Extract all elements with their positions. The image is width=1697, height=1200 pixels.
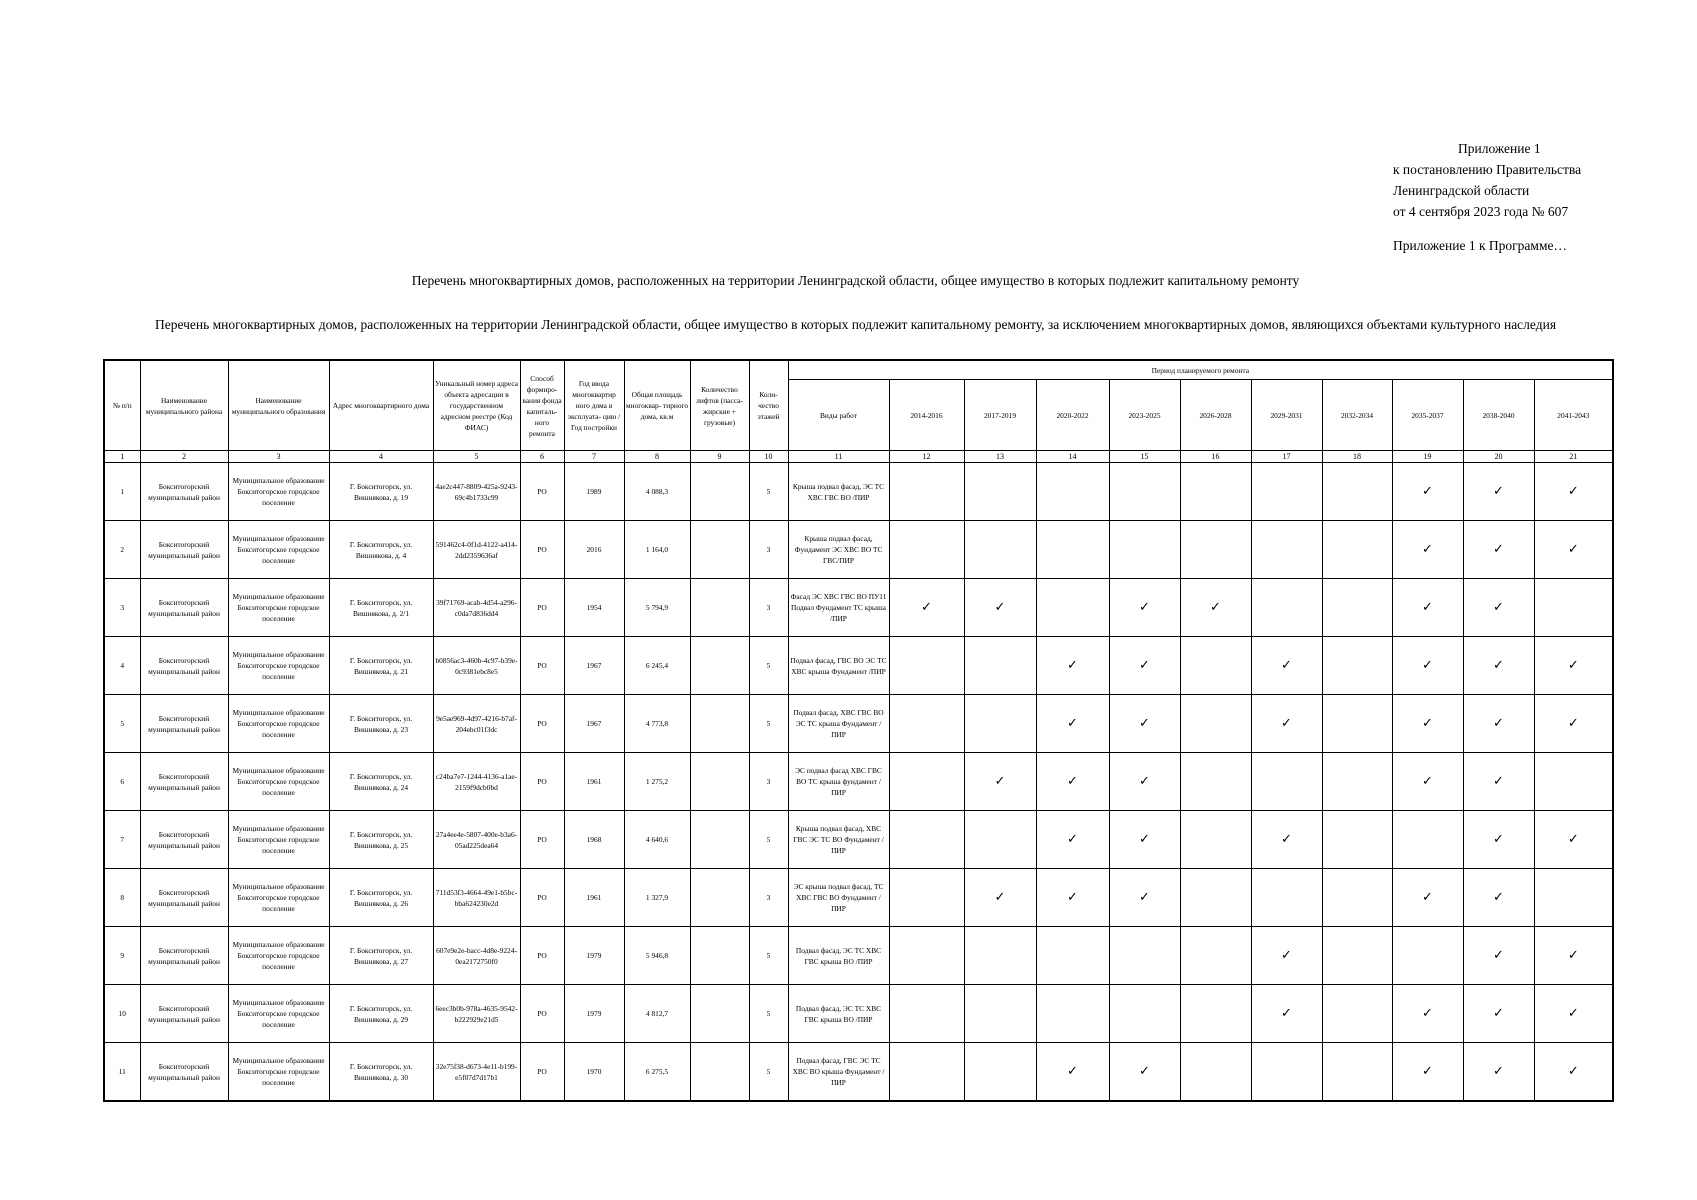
period-cell-empty: [964, 521, 1036, 579]
cell-district: Бокситогорский муниципальный район: [140, 579, 228, 637]
cell-method: РО: [520, 1043, 564, 1102]
period-cell-empty: [1534, 579, 1613, 637]
cell-district: Бокситогорский муниципальный район: [140, 927, 228, 985]
header-period: Период планируемого ремонта: [788, 360, 1613, 380]
cell-works: Подвал фасад, ГВС ЭС ТС ХВС ВО крыша Фундамент /ПИР: [788, 1043, 889, 1102]
period-cell-empty: [889, 811, 964, 869]
cell-num: 10: [104, 985, 140, 1043]
cell-address: Г. Бокситогорск, ул. Вишнякова, д. 21: [329, 637, 433, 695]
cell-lifts: [690, 463, 749, 521]
cell-district: Бокситогорский муниципальный район: [140, 637, 228, 695]
period-cell-empty: [889, 869, 964, 927]
table-row: [104, 927, 1613, 985]
check-icon: ✓: [1463, 985, 1534, 1043]
appendix-block: [1393, 138, 1581, 256]
cell-fias: 39f71769-acab-4d54-a296-c0da7d836dd4: [433, 579, 520, 637]
check-icon: ✓: [1109, 1043, 1180, 1102]
period-cell-empty: [1534, 753, 1613, 811]
cell-num: 9: [104, 927, 140, 985]
check-icon: ✓: [1392, 521, 1463, 579]
cell-num: 6: [104, 753, 140, 811]
period-cell-empty: [1392, 811, 1463, 869]
period-cell-empty: [1322, 985, 1392, 1043]
cell-fias: 607e9e2e-bacc-4d8e-9224-0ea2172750f0: [433, 927, 520, 985]
column-number: 15: [1109, 451, 1180, 463]
column-number: 16: [1180, 451, 1251, 463]
column-number: 19: [1392, 451, 1463, 463]
period-cell-empty: [1109, 927, 1180, 985]
cell-floors: 5: [749, 927, 788, 985]
check-icon: ✓: [1109, 811, 1180, 869]
column-number: 9: [690, 451, 749, 463]
appendix-line2: к постановлению Правительства: [1393, 162, 1582, 177]
appendix-program: Приложение 1 к Программе…: [1393, 238, 1567, 253]
cell-municipality: Муниципальное образование Бокситогорское городское поселение: [228, 811, 329, 869]
cell-area: 1 164,0: [624, 521, 690, 579]
cell-num: 2: [104, 521, 140, 579]
cell-address: Г. Бокситогорск, ул. Вишнякова, д. 29: [329, 985, 433, 1043]
cell-municipality: Муниципальное образование Бокситогорское городское поселение: [228, 637, 329, 695]
housing-table: [103, 359, 1614, 1102]
cell-lifts: [690, 869, 749, 927]
table-row: [104, 521, 1613, 579]
cell-method: РО: [520, 985, 564, 1043]
cell-fias: 711d53f3-4664-49e1-b5bc-bba624230e2d: [433, 869, 520, 927]
cell-year: 1968: [564, 811, 624, 869]
check-icon: ✓: [1534, 695, 1613, 753]
header-period-10: 2041-2043: [1534, 380, 1613, 451]
column-number: 6: [520, 451, 564, 463]
cell-address: Г. Бокситогорск, ул. Вишнякова, д. 19: [329, 463, 433, 521]
document-subtitle: Перечень многоквартирных домов, расположенных на территории Ленинградской области, общее имущество в которых подлежит капитальному ремонту, за исключением многоквартирных домов, являющихся объектами культурного наследия: [154, 317, 1557, 332]
cell-district: Бокситогорский муниципальный район: [140, 521, 228, 579]
table-row: [104, 695, 1613, 753]
check-icon: ✓: [1109, 579, 1180, 637]
column-number: 5: [433, 451, 520, 463]
period-cell-empty: [1251, 463, 1322, 521]
check-icon: ✓: [1036, 753, 1109, 811]
period-cell-empty: [1251, 579, 1322, 637]
cell-year: 1954: [564, 579, 624, 637]
period-cell-empty: [1036, 521, 1109, 579]
period-cell-empty: [1036, 579, 1109, 637]
cell-method: РО: [520, 811, 564, 869]
table-row: [104, 811, 1613, 869]
cell-lifts: [690, 985, 749, 1043]
cell-works: Подвал фасад, ХВС ГВС ВО ЭС ТС крыша Фундамент /ПИР: [788, 695, 889, 753]
column-number: 11: [788, 451, 889, 463]
check-icon: ✓: [1463, 463, 1534, 521]
period-cell-empty: [1251, 869, 1322, 927]
appendix-line3: Ленинградской области: [1393, 183, 1530, 198]
cell-works: Фасад ЭС ХВС ГВС ВО ПУ11 Подвал Фундамент ТС крыша /ПИР: [788, 579, 889, 637]
check-icon: ✓: [1036, 869, 1109, 927]
table-row: [104, 753, 1613, 811]
check-icon: ✓: [1463, 753, 1534, 811]
cell-works: Крыша подвал фасад, ЭС ТС ХВС ГВС ВО /ПИР: [788, 463, 889, 521]
check-icon: ✓: [889, 579, 964, 637]
cell-method: РО: [520, 753, 564, 811]
check-icon: ✓: [1463, 521, 1534, 579]
cell-works: ЭС подвал фасад ХВС ГВС ВО ТС крыша фундамент /ПИР: [788, 753, 889, 811]
cell-lifts: [690, 1043, 749, 1102]
column-number: 10: [749, 451, 788, 463]
cell-address: Г. Бокситогорск, ул. Вишнякова, д. 25: [329, 811, 433, 869]
period-cell-empty: [1392, 927, 1463, 985]
cell-lifts: [690, 579, 749, 637]
cell-works: ЭС крыша подвал фасад, ТС ХВС ГВС ВО Фундамент /ПИР: [788, 869, 889, 927]
cell-method: РО: [520, 869, 564, 927]
cell-num: 5: [104, 695, 140, 753]
period-cell-empty: [1180, 1043, 1251, 1102]
cell-area: 4 773,8: [624, 695, 690, 753]
cell-num: 8: [104, 869, 140, 927]
check-icon: ✓: [1036, 637, 1109, 695]
cell-works: Подвал фасад, ГВС ВО ЭС ТС ХВС крыша Фундамент /ПИР: [788, 637, 889, 695]
check-icon: ✓: [1534, 985, 1613, 1043]
cell-area: 6 245,4: [624, 637, 690, 695]
check-icon: ✓: [1463, 637, 1534, 695]
cell-method: РО: [520, 695, 564, 753]
cell-address: Г. Бокситогорск, ул. Вишнякова, д. 30: [329, 1043, 433, 1102]
cell-fias: b0856ac3-460b-4c97-b39e-0c9381ebc8e5: [433, 637, 520, 695]
document-title: Перечень многоквартирных домов, расположенных на территории Ленинградской области, общее имущество в которых подлежит капитальному ремонту: [411, 273, 1300, 288]
period-cell-empty: [1036, 463, 1109, 521]
header-period-6: 2029-2031: [1251, 380, 1322, 451]
period-cell-empty: [964, 927, 1036, 985]
cell-lifts: [690, 637, 749, 695]
cell-municipality: Муниципальное образование Бокситогорское городское поселение: [228, 753, 329, 811]
header-period-7: 2032-2034: [1322, 380, 1392, 451]
period-cell-empty: [1180, 637, 1251, 695]
check-icon: ✓: [1109, 753, 1180, 811]
period-cell-empty: [889, 985, 964, 1043]
column-number: 2: [140, 451, 228, 463]
header-area: Общая площадь многоквар- тирного дома, кв.м: [624, 360, 690, 451]
period-cell-empty: [1180, 753, 1251, 811]
table-row: [104, 637, 1613, 695]
check-icon: ✓: [1036, 695, 1109, 753]
cell-floors: 5: [749, 811, 788, 869]
table-row: [104, 985, 1613, 1043]
cell-municipality: Муниципальное образование Бокситогорское городское поселение: [228, 985, 329, 1043]
cell-municipality: Муниципальное образование Бокситогорское городское поселение: [228, 1043, 329, 1102]
period-cell-empty: [1322, 637, 1392, 695]
check-icon: ✓: [1463, 695, 1534, 753]
cell-fias: 27a4ee4e-5807-400e-b3a6-05ad225dea64: [433, 811, 520, 869]
column-number: 1: [104, 451, 140, 463]
period-cell-empty: [1251, 1043, 1322, 1102]
period-cell-empty: [1036, 985, 1109, 1043]
column-number: 14: [1036, 451, 1109, 463]
cell-lifts: [690, 753, 749, 811]
cell-area: 5 794,9: [624, 579, 690, 637]
cell-num: 11: [104, 1043, 140, 1102]
cell-area: 4 088,3: [624, 463, 690, 521]
cell-municipality: Муниципальное образование Бокситогорское городское поселение: [228, 521, 329, 579]
header-period-2: 2017-2019: [964, 380, 1036, 451]
cell-area: 1 275,2: [624, 753, 690, 811]
header-period-3: 2020-2022: [1036, 380, 1109, 451]
cell-area: 4 812,7: [624, 985, 690, 1043]
cell-num: 3: [104, 579, 140, 637]
cell-district: Бокситогорский муниципальный район: [140, 1043, 228, 1102]
column-number: 18: [1322, 451, 1392, 463]
cell-works: Подвал фасад, ЭС ТС ХВС ГВС крыша ВО /ПИР: [788, 985, 889, 1043]
period-cell-empty: [1109, 463, 1180, 521]
check-icon: ✓: [1251, 637, 1322, 695]
check-icon: ✓: [964, 579, 1036, 637]
cell-address: Г. Бокситогорск, ул. Вишнякова, д. 27: [329, 927, 433, 985]
cell-district: Бокситогорский муниципальный район: [140, 985, 228, 1043]
check-icon: ✓: [1463, 1043, 1534, 1102]
cell-year: 1967: [564, 637, 624, 695]
cell-area: 5 946,8: [624, 927, 690, 985]
period-cell-empty: [1180, 695, 1251, 753]
period-cell-empty: [1322, 811, 1392, 869]
check-icon: ✓: [1463, 927, 1534, 985]
header-district: Наименование муниципального района: [140, 360, 228, 451]
cell-municipality: Муниципальное образование Бокситогорское городское поселение: [228, 579, 329, 637]
check-icon: ✓: [1251, 811, 1322, 869]
table-row: [104, 1043, 1613, 1102]
check-icon: ✓: [1251, 927, 1322, 985]
table-row: [104, 869, 1613, 927]
header-num: № п/п: [104, 360, 140, 451]
cell-lifts: [690, 811, 749, 869]
period-cell-empty: [1180, 985, 1251, 1043]
check-icon: ✓: [1534, 637, 1613, 695]
header-lifts: Количество лифтов (пасса- жирские + грузовые): [690, 360, 749, 451]
check-icon: ✓: [1392, 1043, 1463, 1102]
table-row: [104, 463, 1613, 521]
period-cell-empty: [889, 927, 964, 985]
check-icon: ✓: [1463, 579, 1534, 637]
cell-fias: c24ba7e7-1244-4136-a1ae-2159f9dcb0bd: [433, 753, 520, 811]
check-icon: ✓: [1251, 695, 1322, 753]
period-cell-empty: [1322, 869, 1392, 927]
cell-year: 1967: [564, 695, 624, 753]
cell-address: Г. Бокситогорск, ул. Вишнякова, д. 24: [329, 753, 433, 811]
cell-fias: 4ae2c447-8809-425a-9243-69c4b1733c99: [433, 463, 520, 521]
period-cell-empty: [1109, 985, 1180, 1043]
cell-method: РО: [520, 521, 564, 579]
cell-district: Бокситогорский муниципальный район: [140, 869, 228, 927]
cell-floors: 5: [749, 1043, 788, 1102]
period-cell-empty: [964, 1043, 1036, 1102]
cell-fias: 32e75f38-d673-4e11-b199-e5f07d7d17b1: [433, 1043, 520, 1102]
check-icon: ✓: [1109, 695, 1180, 753]
period-cell-empty: [964, 637, 1036, 695]
cell-lifts: [690, 521, 749, 579]
cell-year: 1961: [564, 869, 624, 927]
cell-floors: 5: [749, 695, 788, 753]
header-address: Адрес многоквартирного дома: [329, 360, 433, 451]
period-cell-empty: [889, 463, 964, 521]
cell-year: 1961: [564, 753, 624, 811]
check-icon: ✓: [1392, 753, 1463, 811]
check-icon: ✓: [1036, 811, 1109, 869]
period-cell-empty: [964, 695, 1036, 753]
check-icon: ✓: [1534, 1043, 1613, 1102]
cell-method: РО: [520, 927, 564, 985]
cell-district: Бокситогорский муниципальный район: [140, 753, 228, 811]
header-period-9: 2038-2040: [1463, 380, 1534, 451]
cell-floors: 3: [749, 579, 788, 637]
cell-municipality: Муниципальное образование Бокситогорское городское поселение: [228, 695, 329, 753]
check-icon: ✓: [1392, 985, 1463, 1043]
cell-method: РО: [520, 579, 564, 637]
column-number: 3: [228, 451, 329, 463]
column-number: 13: [964, 451, 1036, 463]
period-cell-empty: [1180, 521, 1251, 579]
check-icon: ✓: [964, 753, 1036, 811]
cell-works: Крыша подвал фасад, ХВС ГВС ЭС ТС ВО Фундамент /ПИР: [788, 811, 889, 869]
cell-area: 1 327,9: [624, 869, 690, 927]
header-method: Способ формиро- вания фонда капиталь- ного ремонта: [520, 360, 564, 451]
period-cell-empty: [1322, 927, 1392, 985]
header-period-1: 2014-2016: [889, 380, 964, 451]
cell-district: Бокситогорский муниципальный район: [140, 463, 228, 521]
column-number: 4: [329, 451, 433, 463]
check-icon: ✓: [1534, 927, 1613, 985]
cell-works: Подвал фасад, ЭС ТС ХВС ГВС крыша ВО /ПИР: [788, 927, 889, 985]
period-cell-empty: [1534, 869, 1613, 927]
cell-district: Бокситогорский муниципальный район: [140, 695, 228, 753]
cell-address: Г. Бокситогорск, ул. Вишнякова, д. 4: [329, 521, 433, 579]
check-icon: ✓: [1180, 579, 1251, 637]
cell-lifts: [690, 695, 749, 753]
cell-floors: 5: [749, 637, 788, 695]
column-number: 20: [1463, 451, 1534, 463]
cell-num: 7: [104, 811, 140, 869]
check-icon: ✓: [1109, 869, 1180, 927]
period-cell-empty: [889, 1043, 964, 1102]
period-cell-empty: [1036, 927, 1109, 985]
period-cell-empty: [1180, 811, 1251, 869]
cell-method: РО: [520, 463, 564, 521]
check-icon: ✓: [1463, 869, 1534, 927]
period-cell-empty: [964, 463, 1036, 521]
cell-floors: 3: [749, 869, 788, 927]
check-icon: ✓: [964, 869, 1036, 927]
cell-area: 6 275,5: [624, 1043, 690, 1102]
cell-method: РО: [520, 637, 564, 695]
period-cell-empty: [1322, 463, 1392, 521]
cell-address: Г. Бокситогорск, ул. Вишнякова, д. 2/1: [329, 579, 433, 637]
check-icon: ✓: [1109, 637, 1180, 695]
cell-floors: 3: [749, 753, 788, 811]
appendix-line4: от 4 сентября 2023 года № 607: [1393, 204, 1569, 219]
period-cell-empty: [1180, 927, 1251, 985]
header-fias: Уникальный номер адреса объекта адресации в государственном адресном реестре (Код ФИАС): [433, 360, 520, 451]
period-cell-empty: [889, 753, 964, 811]
check-icon: ✓: [1392, 695, 1463, 753]
column-number: 17: [1251, 451, 1322, 463]
check-icon: ✓: [1534, 463, 1613, 521]
check-icon: ✓: [1463, 811, 1534, 869]
check-icon: ✓: [1392, 869, 1463, 927]
period-cell-empty: [964, 985, 1036, 1043]
header-period-4: 2023-2025: [1109, 380, 1180, 451]
cell-municipality: Муниципальное образование Бокситогорское городское поселение: [228, 463, 329, 521]
column-number: 21: [1534, 451, 1613, 463]
cell-year: 1979: [564, 927, 624, 985]
cell-fias: 6eec3b0b-978a-4635-9542-b222929e21d5: [433, 985, 520, 1043]
cell-municipality: Муниципальное образование Бокситогорское городское поселение: [228, 927, 329, 985]
period-cell-empty: [889, 695, 964, 753]
header-period-5: 2026-2028: [1180, 380, 1251, 451]
header-works: Виды работ: [788, 380, 889, 451]
period-cell-empty: [1322, 695, 1392, 753]
cell-year: 1979: [564, 985, 624, 1043]
period-cell-empty: [1251, 753, 1322, 811]
column-number: 8: [624, 451, 690, 463]
period-cell-empty: [1180, 463, 1251, 521]
period-cell-empty: [1322, 1043, 1392, 1102]
cell-fias: 9e5ae969-4d97-4216-b7af-204ebc01f3dc: [433, 695, 520, 753]
cell-year: 2016: [564, 521, 624, 579]
appendix-line1: Приложение 1: [1458, 141, 1541, 156]
column-number: 12: [889, 451, 964, 463]
cell-municipality: Муниципальное образование Бокситогорское городское поселение: [228, 869, 329, 927]
cell-floors: 5: [749, 463, 788, 521]
header-floors: Коли- чество этажей: [749, 360, 788, 451]
cell-district: Бокситогорский муниципальный район: [140, 811, 228, 869]
check-icon: ✓: [1392, 463, 1463, 521]
cell-num: 4: [104, 637, 140, 695]
period-cell-empty: [889, 521, 964, 579]
check-icon: ✓: [1534, 811, 1613, 869]
cell-fias: 591462c4-0f1d-4122-a414-2dd2359636af: [433, 521, 520, 579]
period-cell-empty: [1109, 521, 1180, 579]
period-cell-empty: [964, 811, 1036, 869]
header-period-8: 2035-2037: [1392, 380, 1463, 451]
cell-year: 1970: [564, 1043, 624, 1102]
cell-num: 1: [104, 463, 140, 521]
period-cell-empty: [1322, 753, 1392, 811]
cell-address: Г. Бокситогорск, ул. Вишнякова, д. 23: [329, 695, 433, 753]
cell-floors: 3: [749, 521, 788, 579]
cell-lifts: [690, 927, 749, 985]
period-cell-empty: [1251, 521, 1322, 579]
cell-floors: 5: [749, 985, 788, 1043]
column-number: 7: [564, 451, 624, 463]
period-cell-empty: [1322, 521, 1392, 579]
period-cell-empty: [1180, 869, 1251, 927]
cell-area: 4 640,6: [624, 811, 690, 869]
check-icon: ✓: [1392, 579, 1463, 637]
check-icon: ✓: [1036, 1043, 1109, 1102]
header-year: Год ввода многоквартир ного дома в эксплуата- цию /Год постройки: [564, 360, 624, 451]
cell-works: Крыша подвал фасад, Фундамент ЭС ХВС ВО ТС ГВС/ПИР: [788, 521, 889, 579]
check-icon: ✓: [1534, 521, 1613, 579]
table-row: [104, 579, 1613, 637]
check-icon: ✓: [1392, 637, 1463, 695]
header-municipality: Наименование муниципального образования: [228, 360, 329, 451]
cell-address: Г. Бокситогорск, ул. Вишнякова, д. 26: [329, 869, 433, 927]
cell-year: 1989: [564, 463, 624, 521]
check-icon: ✓: [1251, 985, 1322, 1043]
period-cell-empty: [889, 637, 964, 695]
period-cell-empty: [1322, 579, 1392, 637]
